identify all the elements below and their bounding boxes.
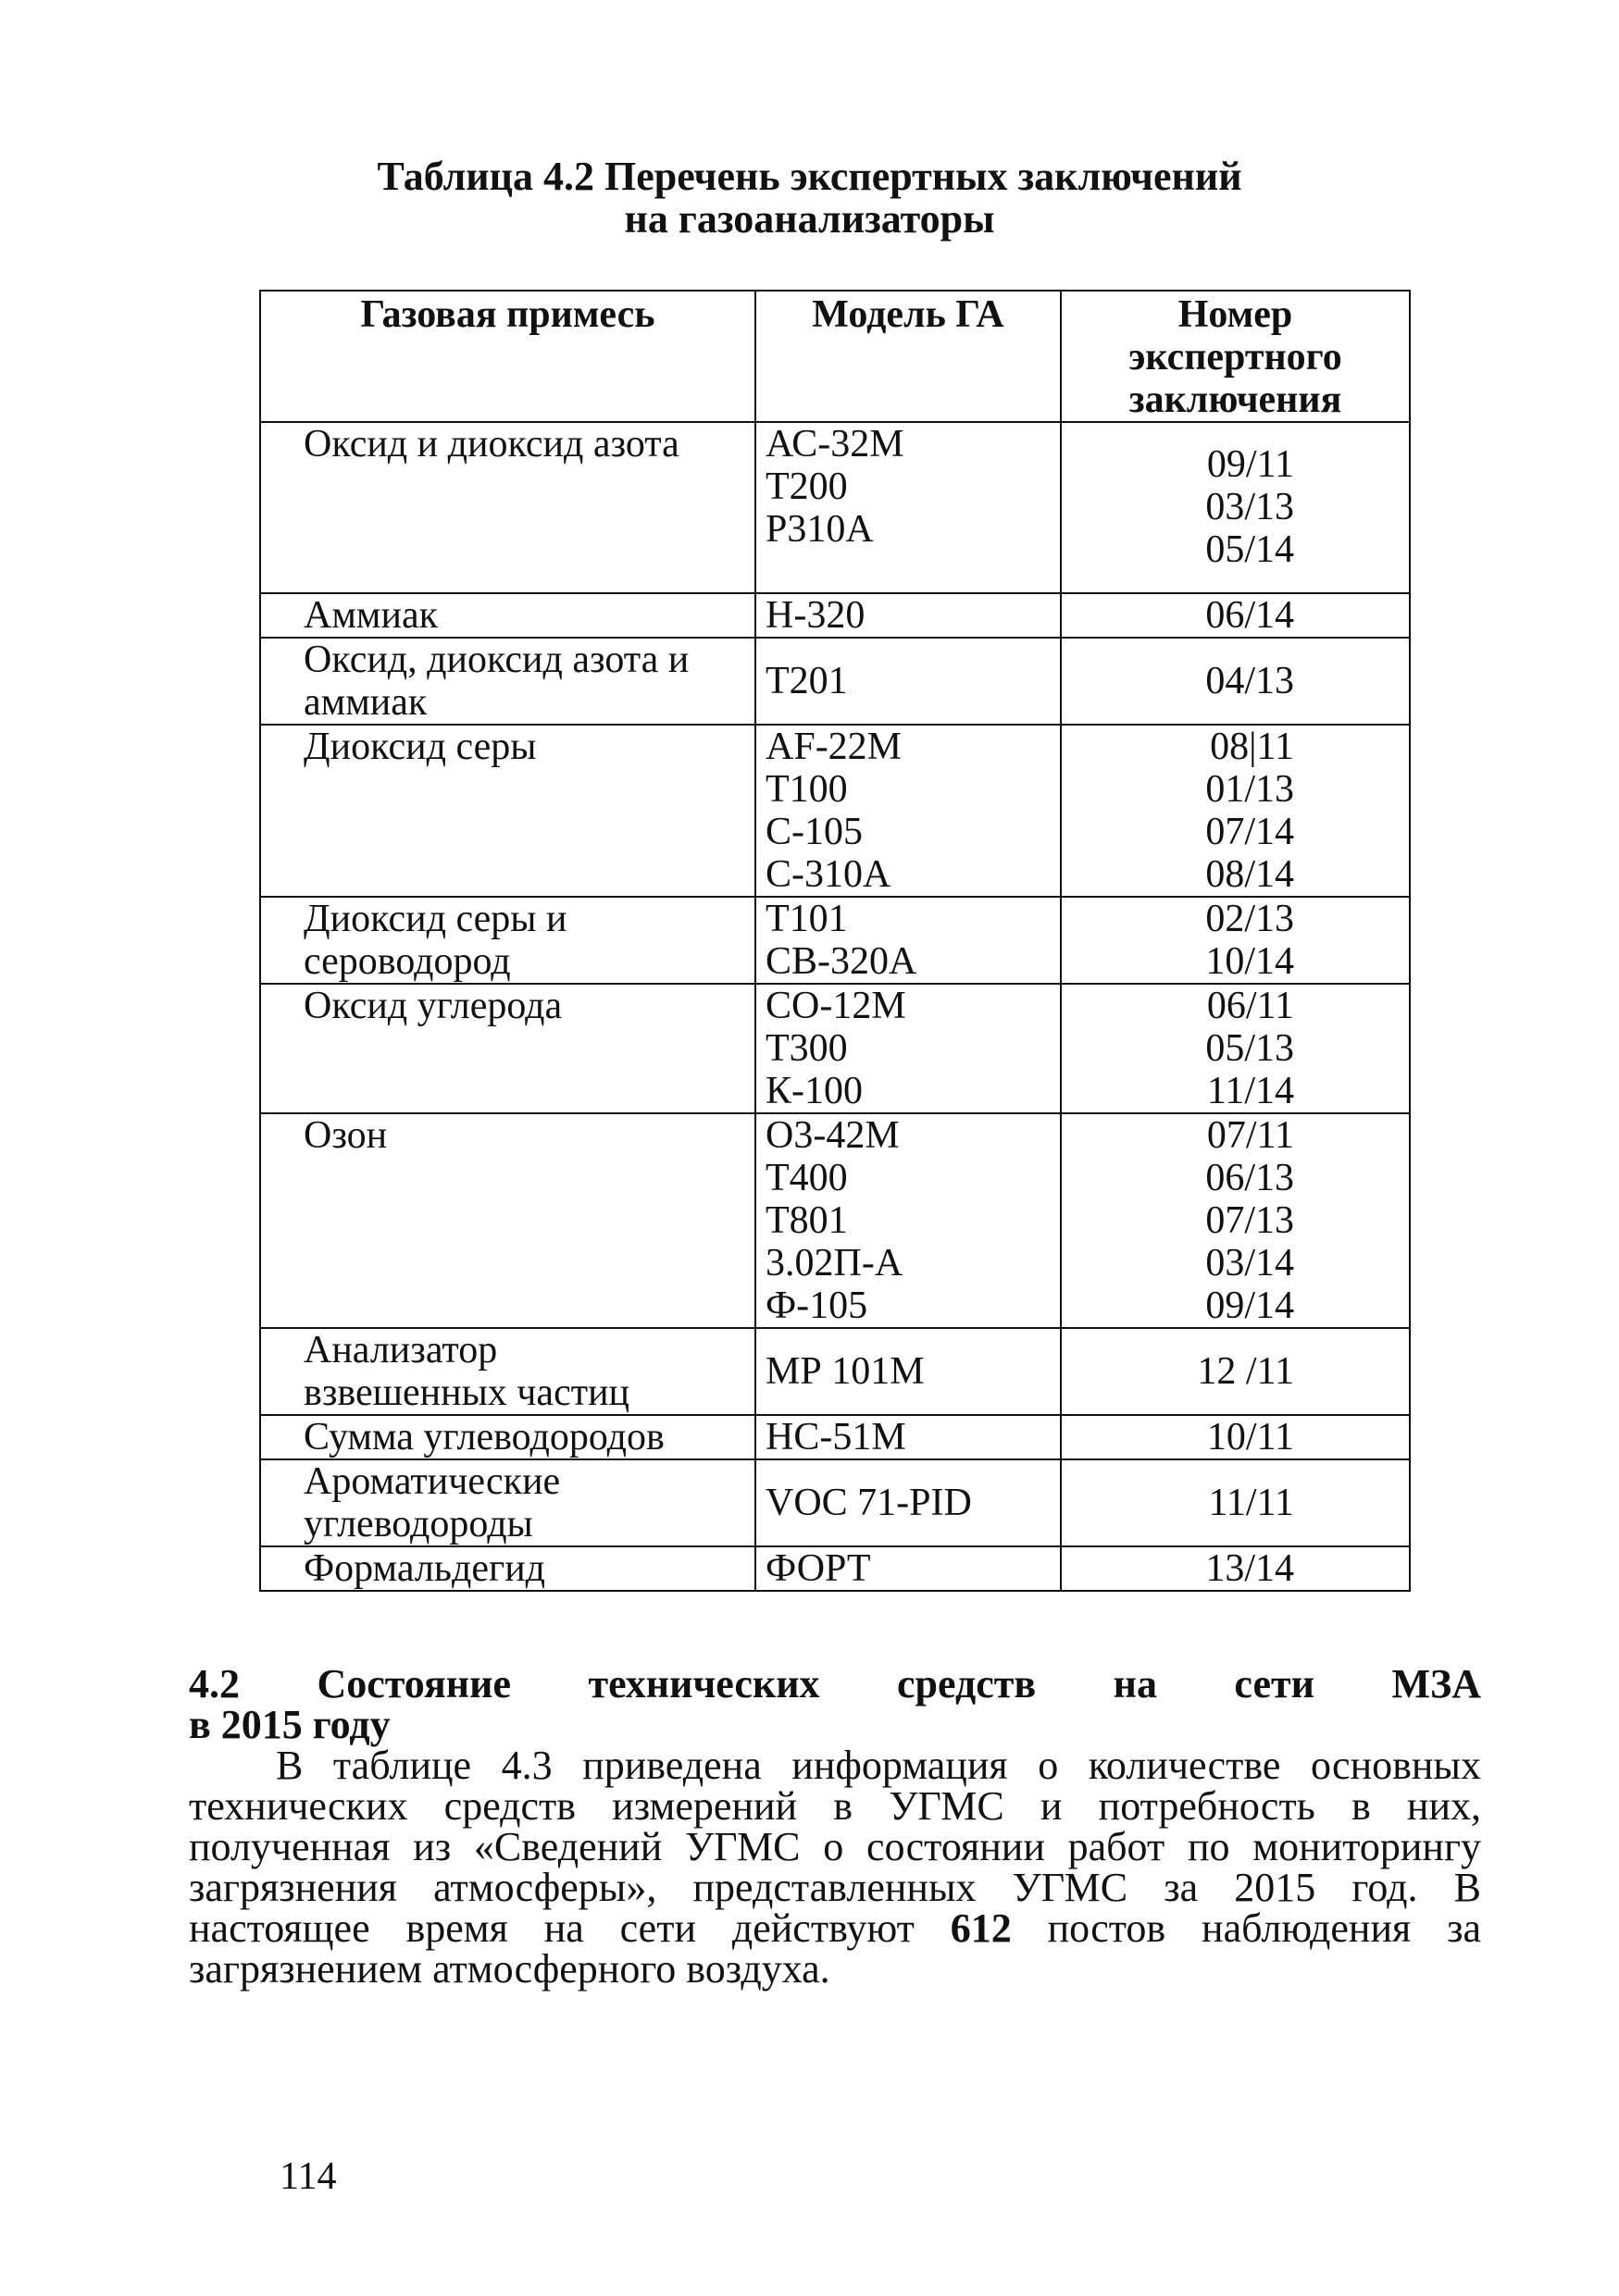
- cell-models: [755, 1415, 1061, 1459]
- posts-count: 612: [950, 1905, 1012, 1951]
- table-caption-line-1: Таблица 4.2 Перечень экспертных заключений: [377, 154, 1242, 199]
- model-text: Ф-105: [766, 1285, 868, 1327]
- cell-models: [755, 1328, 1061, 1415]
- cell-models: [755, 1459, 1061, 1546]
- cell-models: [755, 593, 1061, 638]
- table-caption-line-2: на газоанализаторы: [624, 196, 995, 242]
- table-header-row: [260, 291, 1410, 422]
- table-row: [260, 897, 1410, 984]
- number-text: 09/14: [1205, 1285, 1294, 1327]
- cell-numbers: [1061, 422, 1410, 593]
- cell-models: [755, 725, 1061, 897]
- model-text: Т100: [766, 768, 848, 811]
- number-text: 03/13: [1205, 486, 1294, 528]
- model-text: Т101: [766, 898, 848, 940]
- substance-text: углеводороды: [304, 1503, 533, 1545]
- section-heading-year: в 2015 году: [189, 1702, 391, 1747]
- section-paragraph: [189, 1745, 1481, 1990]
- cell-models: [755, 984, 1061, 1113]
- table-row: [260, 1328, 1410, 1415]
- substance-text: Аммиак: [304, 594, 439, 637]
- substance-text: Диоксид серы: [304, 726, 537, 768]
- number-text: 11/11: [1208, 1482, 1294, 1524]
- header-conclusion-number: [1061, 291, 1410, 422]
- cell-substance: [260, 1546, 755, 1591]
- number-text: 08|11: [1210, 726, 1294, 768]
- number-text: 10/11: [1206, 1416, 1294, 1458]
- header-conclusion-line: Номер: [1177, 293, 1293, 336]
- model-text: ФОРТ: [766, 1547, 871, 1590]
- table-row: [260, 1113, 1410, 1328]
- cell-numbers: [1061, 638, 1410, 725]
- substance-text: Оксид, диоксид азота и: [304, 639, 690, 681]
- table-caption: [0, 155, 1619, 241]
- model-text: МР 101М: [766, 1350, 925, 1393]
- header-conclusion-line: экспертного: [1128, 336, 1342, 379]
- table-row: [260, 984, 1410, 1113]
- model-text: Н-320: [766, 594, 866, 637]
- model-text: Т300: [766, 1027, 848, 1070]
- model-text: С-105: [766, 811, 863, 853]
- cell-substance: [260, 422, 755, 593]
- substance-text: аммиак: [304, 681, 428, 724]
- number-text: 06/14: [1205, 594, 1294, 637]
- model-text: Т801: [766, 1199, 848, 1242]
- substance-text: Озон: [304, 1114, 388, 1157]
- number-text: 04/13: [1205, 660, 1294, 702]
- number-text: 01/13: [1205, 768, 1294, 811]
- paragraph-text: В таблице 4.3 приведена информация о количестве основных технических средств измерений в УГМС и потребность в них, полученная из «Сведений УГМС о состоянии работ по мониторингу загрязнения атмосферы», представленных УГМС за 2015 год. В настоящее время на сети действуют: [189, 1743, 1481, 1951]
- gas-analyzer-table: [259, 290, 1411, 1592]
- number-text: 13/14: [1205, 1547, 1294, 1590]
- number-text: 07/11: [1206, 1114, 1294, 1157]
- number-text: 06/13: [1205, 1157, 1294, 1199]
- substance-text: Формальдегид: [304, 1547, 546, 1590]
- cell-substance: [260, 984, 755, 1113]
- model-text: НС-51М: [766, 1416, 906, 1458]
- table-row: [260, 593, 1410, 638]
- cell-numbers: [1061, 897, 1410, 984]
- header-gas-impurity: Газовая примесь: [260, 291, 755, 422]
- cell-models: [755, 638, 1061, 725]
- header-model: Модель ГА: [755, 291, 1061, 422]
- number-text: 05/13: [1205, 1027, 1294, 1070]
- substance-text: взвешенных частиц: [304, 1371, 630, 1414]
- cell-numbers: [1061, 1328, 1410, 1415]
- number-text: 03/14: [1205, 1242, 1294, 1285]
- cell-models: [755, 422, 1061, 593]
- cell-substance: [260, 593, 755, 638]
- model-text: Т201: [766, 660, 848, 702]
- table-row: [260, 638, 1410, 725]
- model-text: СО-12М: [766, 985, 906, 1027]
- cell-substance: [260, 725, 755, 897]
- substance-text: Сумма углеводородов: [304, 1416, 665, 1458]
- cell-numbers: [1061, 1415, 1410, 1459]
- cell-models: [755, 897, 1061, 984]
- cell-numbers: [1061, 593, 1410, 638]
- cell-numbers: [1061, 725, 1410, 897]
- model-text: Т400: [766, 1157, 848, 1199]
- table-row: [260, 1546, 1410, 1591]
- model-text: К-100: [766, 1070, 863, 1112]
- model-text: VOC 71-PID: [766, 1482, 972, 1524]
- page-number: 114: [280, 2155, 337, 2198]
- model-text: АС-32М: [766, 423, 904, 465]
- table-row: [260, 1415, 1410, 1459]
- number-text: 07/13: [1205, 1199, 1294, 1242]
- cell-numbers: [1061, 1546, 1410, 1591]
- cell-models: [755, 1546, 1061, 1591]
- cell-substance: [260, 1328, 755, 1415]
- table-row: [260, 725, 1410, 897]
- cell-models: [755, 1113, 1061, 1328]
- number-text: 11/14: [1206, 1070, 1294, 1112]
- substance-text: Оксид и диоксид азота: [304, 423, 679, 465]
- table-row: [260, 422, 1410, 593]
- number-text: 02/13: [1205, 898, 1294, 940]
- number-text: 12 /11: [1197, 1350, 1294, 1393]
- number-text: 06/11: [1206, 985, 1294, 1027]
- header-conclusion-line: заключения: [1128, 379, 1342, 421]
- number-text: 08/14: [1205, 853, 1294, 896]
- cell-substance: [260, 638, 755, 725]
- number-text: 10/14: [1205, 940, 1294, 983]
- model-text: С-310А: [766, 853, 891, 896]
- number-text: 09/11: [1206, 443, 1294, 486]
- substance-text: Диоксид серы и: [304, 898, 567, 940]
- substance-text: Оксид углерода: [304, 985, 563, 1027]
- substance-text: Ароматические: [304, 1460, 561, 1503]
- cell-numbers: [1061, 984, 1410, 1113]
- model-text: 3.02П-А: [766, 1242, 903, 1285]
- model-text: АF-22М: [766, 726, 903, 768]
- number-text: 07/14: [1205, 811, 1294, 853]
- section-heading: 4.2 Состояние технических средств на сети МЗА: [189, 1661, 1481, 1706]
- cell-numbers: [1061, 1459, 1410, 1546]
- cell-substance: [260, 1113, 755, 1328]
- model-text: Т200: [766, 465, 848, 508]
- paragraph-text-end: постов наблюдения за загрязнением атмосферного воздуха.: [189, 1905, 1481, 1992]
- substance-text: сероводород: [304, 940, 511, 983]
- model-text: О3-42М: [766, 1114, 900, 1157]
- cell-substance: [260, 897, 755, 984]
- number-text: 05/14: [1205, 528, 1294, 571]
- table-row: [260, 1459, 1410, 1546]
- model-text: СВ-320А: [766, 940, 917, 983]
- cell-substance: [260, 1459, 755, 1546]
- cell-substance: [260, 1415, 755, 1459]
- substance-text: Анализатор: [304, 1329, 498, 1371]
- model-text: Р310А: [766, 508, 874, 551]
- cell-numbers: [1061, 1113, 1410, 1328]
- section-4-2: [189, 1661, 1481, 1992]
